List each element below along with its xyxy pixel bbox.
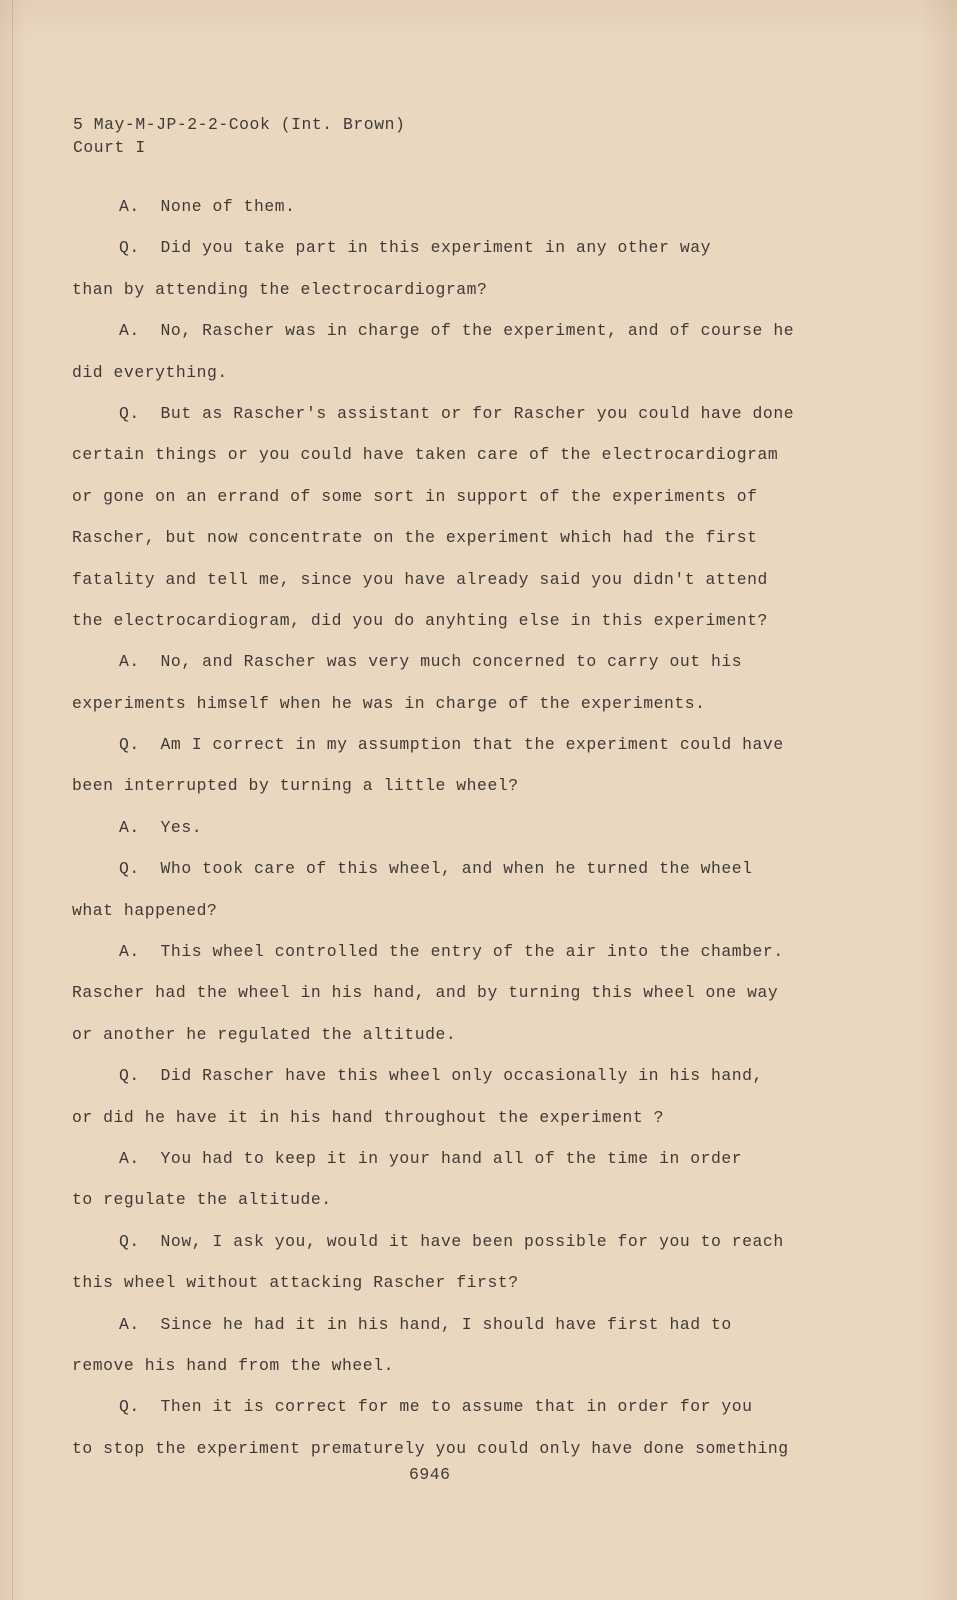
header-reference: 5 May-M-JP-2-2-Cook (Int. Brown) bbox=[73, 115, 406, 134]
question-line: Q. Did you take part in this experiment in any other way bbox=[119, 238, 712, 258]
document-header bbox=[73, 113, 405, 159]
text-line: did everything. bbox=[72, 362, 228, 382]
text-line: to regulate the altitude. bbox=[72, 1190, 332, 1210]
text-line: certain things or you could have taken care of the electrocardiogram bbox=[72, 445, 779, 465]
question-line: Q. Now, I ask you, would it have been possible for you to reach bbox=[119, 1231, 784, 1251]
answer-line: A. None of them. bbox=[119, 197, 296, 216]
answer-line: A. Since he had it in his hand, I should have first had to bbox=[119, 1314, 732, 1334]
text-line: Rascher had the wheel in his hand, and by turning this wheel one way bbox=[72, 983, 779, 1003]
question-line: Q. Then it is correct for me to assume that in order for you bbox=[119, 1397, 753, 1417]
text-line: Rascher, but now concentrate on the experiment which had the first bbox=[72, 528, 758, 548]
question-line: Q. Who took care of this wheel, and when he turned the wheel bbox=[119, 859, 753, 879]
header-court: Court I bbox=[73, 138, 146, 157]
text-line: experiments himself when he was in charge of the experiments. bbox=[72, 693, 706, 713]
text-line: what happened? bbox=[72, 900, 218, 920]
text-line: or gone on an errand of some sort in support of the experiments of bbox=[72, 486, 758, 506]
answer-line: A. This wheel controlled the entry of the air into the chamber. bbox=[119, 942, 784, 962]
text-line: than by attending the electrocardiogram? bbox=[72, 279, 488, 299]
text-line: the electrocardiogram, did you do anyhting else in this experiment? bbox=[72, 610, 768, 630]
answer-line: A. No, and Rascher was very much concerned to carry out his bbox=[119, 652, 743, 672]
text-line: remove his hand from the wheel. bbox=[72, 1355, 394, 1375]
text-line: to stop the experiment prematurely you could only have done something bbox=[72, 1438, 789, 1458]
question-line: Q. Am I correct in my assumption that the experiment could have bbox=[119, 735, 784, 755]
text-line: or another he regulated the altitude. bbox=[72, 1024, 457, 1044]
question-line: Q. But as Rascher's assistant or for Rascher you could have done bbox=[119, 403, 795, 423]
text-line: this wheel without attacking Rascher first? bbox=[72, 1273, 519, 1293]
text-line: been interrupted by turning a little wheel? bbox=[72, 776, 519, 796]
question-line: Q. Did Rascher have this wheel only occasionally in his hand, bbox=[119, 1066, 763, 1086]
answer-line: A. No, Rascher was in charge of the experiment, and of course he bbox=[119, 321, 795, 341]
page-number: 6946 bbox=[409, 1465, 451, 1484]
text-line: fatality and tell me, since you have already said you didn't attend bbox=[72, 569, 768, 589]
answer-line: A. Yes. bbox=[119, 817, 203, 837]
answer-line: A. You had to keep it in your hand all of the time in order bbox=[119, 1148, 743, 1168]
transcript-body bbox=[72, 197, 892, 1480]
paper-edge bbox=[0, 0, 13, 1600]
text-line: or did he have it in his hand throughout the experiment ? bbox=[72, 1107, 665, 1127]
